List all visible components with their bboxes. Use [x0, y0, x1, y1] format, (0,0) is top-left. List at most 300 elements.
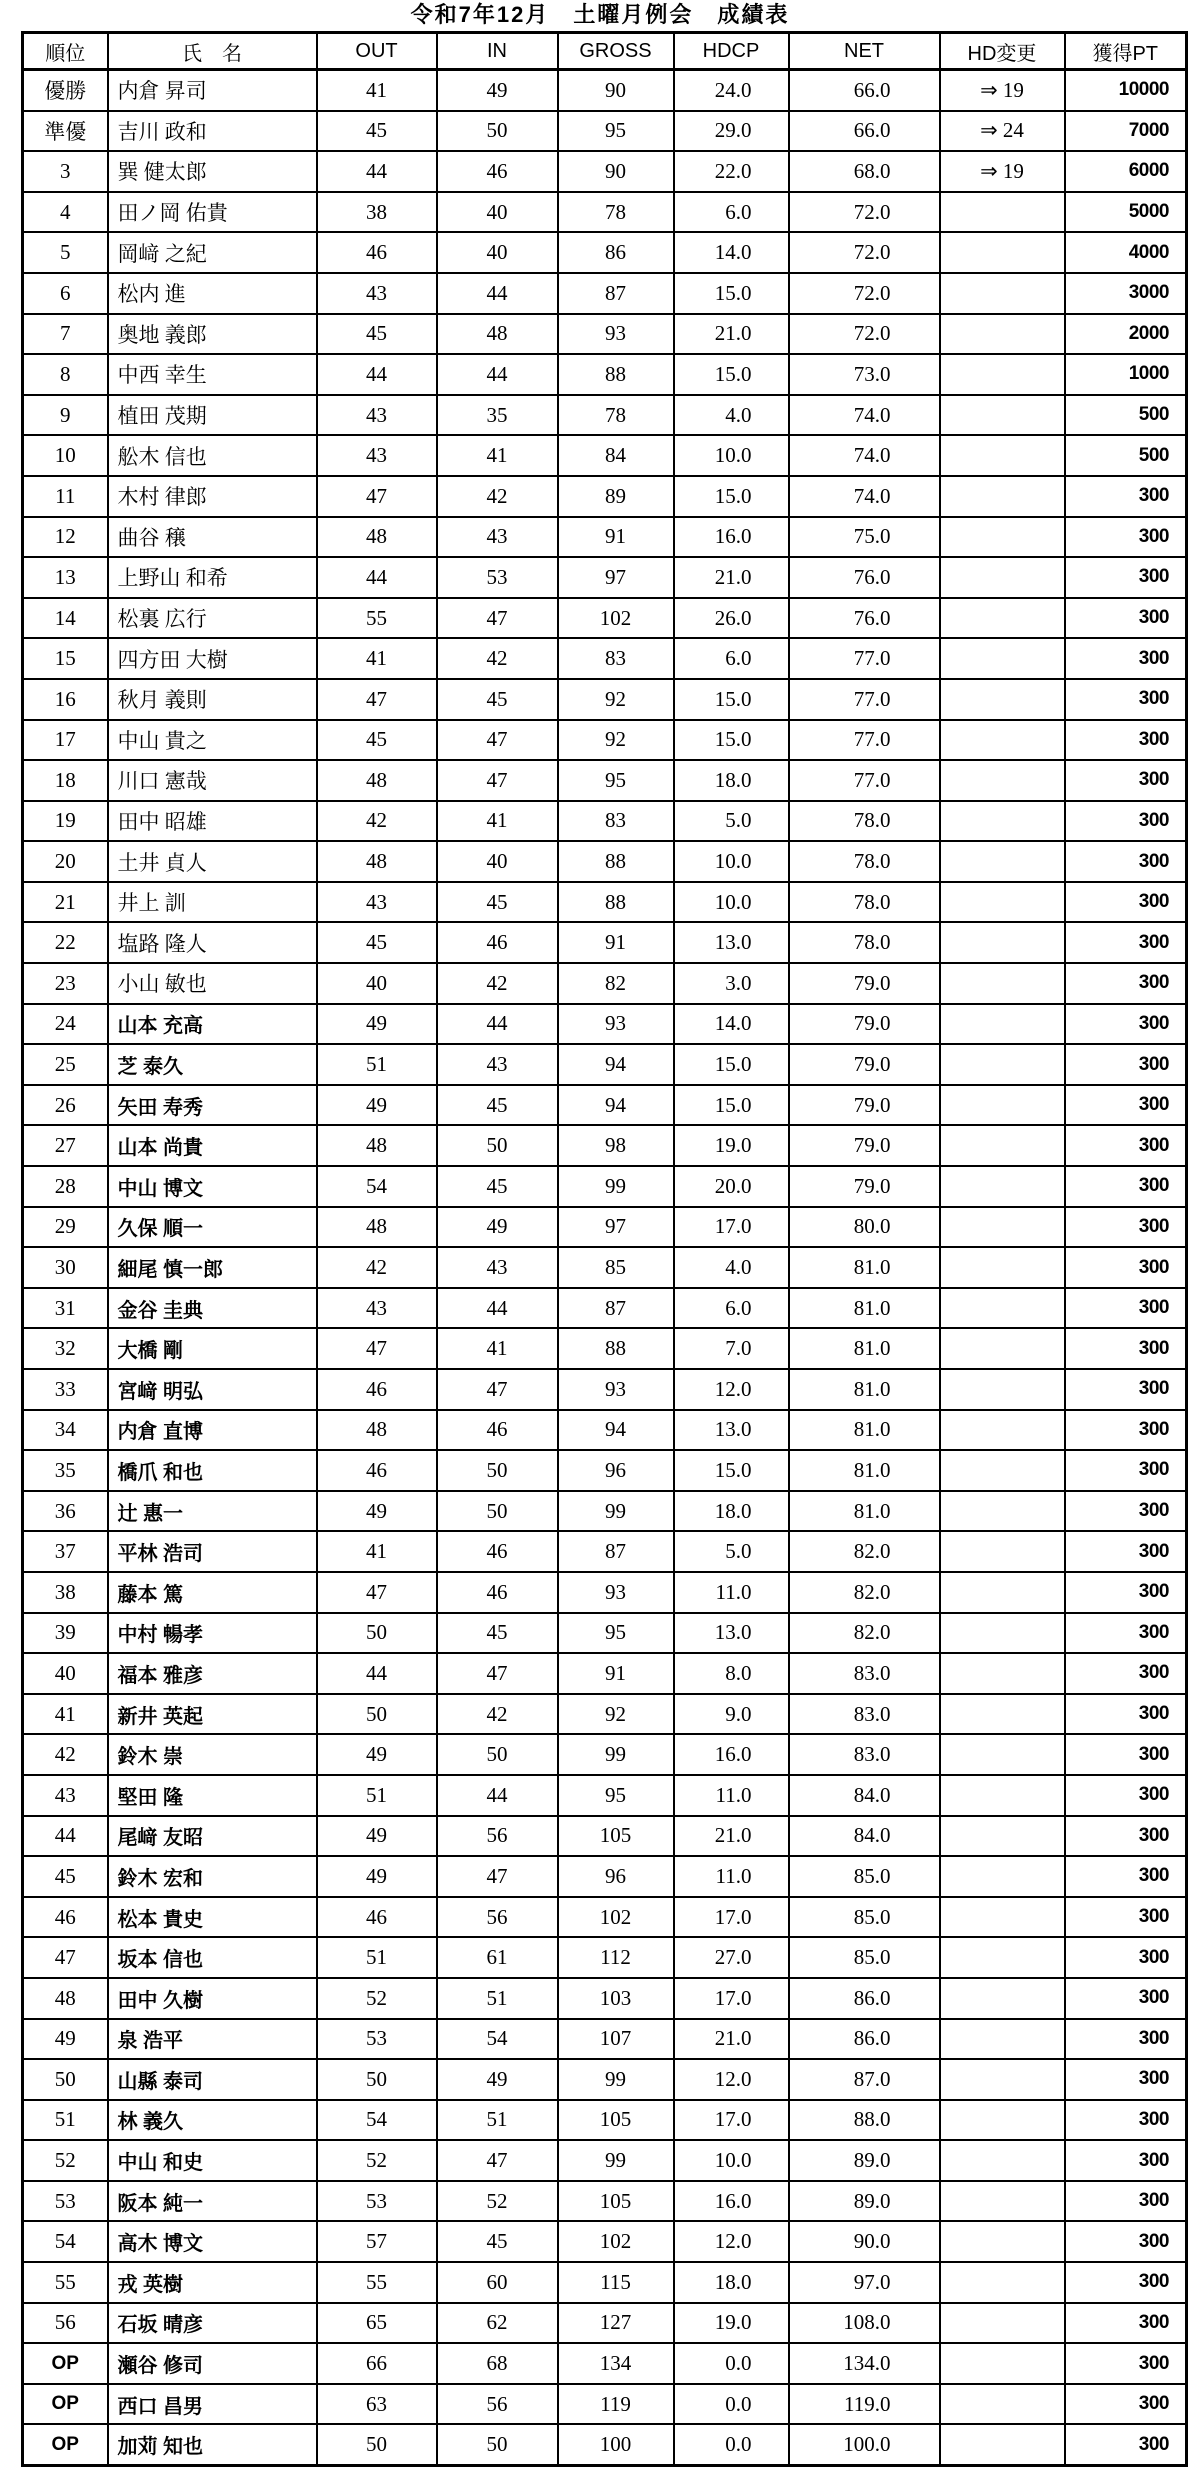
rank-cell: 18	[23, 760, 108, 801]
column-header-net: NET	[789, 33, 940, 70]
net-cell: 72.0	[789, 192, 940, 233]
hdcp-cell: 22.0	[674, 151, 789, 192]
points-cell: 300	[1065, 1125, 1187, 1166]
name-cell: 四方田 大樹	[108, 638, 317, 679]
gross-cell: 91	[558, 1653, 674, 1694]
out-cell: 43	[317, 882, 437, 923]
net-cell: 89.0	[789, 2181, 940, 2222]
points-cell: 300	[1065, 922, 1187, 963]
gross-cell: 93	[558, 314, 674, 355]
table-row	[23, 1694, 1187, 1735]
rank-cell: 40	[23, 1653, 108, 1694]
table-row	[23, 2100, 1187, 2141]
rank-cell: 7	[23, 314, 108, 355]
name-cell: 加苅 知也	[108, 2424, 317, 2465]
net-cell: 79.0	[789, 963, 940, 1004]
hdcp-cell: 17.0	[674, 1897, 789, 1938]
table-row	[23, 1613, 1187, 1654]
table-row	[23, 273, 1187, 314]
gross-cell: 82	[558, 963, 674, 1004]
gross-cell: 78	[558, 395, 674, 436]
name-cell: 内倉 直博	[108, 1410, 317, 1451]
name-cell: 泉 浩平	[108, 2019, 317, 2060]
out-cell: 45	[317, 922, 437, 963]
points-cell: 300	[1065, 679, 1187, 720]
in-cell: 49	[437, 2059, 558, 2100]
table-row	[23, 2181, 1187, 2222]
name-cell: 西口 昌男	[108, 2384, 317, 2425]
hdcp-cell: 18.0	[674, 1491, 789, 1532]
table-row	[23, 111, 1187, 152]
out-cell: 54	[317, 1166, 437, 1207]
in-cell: 68	[437, 2343, 558, 2384]
gross-cell: 99	[558, 1166, 674, 1207]
rank-cell: 52	[23, 2140, 108, 2181]
points-cell: 5000	[1065, 192, 1187, 233]
name-cell: 吉川 政和	[108, 111, 317, 152]
rank-cell: 30	[23, 1247, 108, 1288]
points-cell: 300	[1065, 638, 1187, 679]
hd-change-cell	[940, 1856, 1065, 1897]
hd-change-cell	[940, 801, 1065, 842]
out-cell: 44	[317, 354, 437, 395]
in-cell: 47	[437, 1856, 558, 1897]
hdcp-cell: 15.0	[674, 354, 789, 395]
in-cell: 61	[437, 1937, 558, 1978]
gross-cell: 99	[558, 2140, 674, 2181]
table-row	[23, 557, 1187, 598]
in-cell: 45	[437, 1166, 558, 1207]
gross-cell: 87	[558, 1531, 674, 1572]
net-cell: 83.0	[789, 1653, 940, 1694]
hdcp-cell: 26.0	[674, 598, 789, 639]
in-cell: 47	[437, 1653, 558, 1694]
table-row	[23, 1775, 1187, 1816]
in-cell: 47	[437, 598, 558, 639]
points-cell: 300	[1065, 2221, 1187, 2262]
out-cell: 47	[317, 1328, 437, 1369]
in-cell: 50	[437, 111, 558, 152]
gross-cell: 93	[558, 1369, 674, 1410]
name-cell: 尾﨑 友昭	[108, 1816, 317, 1857]
in-cell: 56	[437, 1897, 558, 1938]
hd-change-cell	[940, 2424, 1065, 2465]
points-cell: 300	[1065, 1734, 1187, 1775]
out-cell: 57	[317, 2221, 437, 2262]
hdcp-cell: 15.0	[674, 1044, 789, 1085]
name-cell: 戎 英樹	[108, 2262, 317, 2303]
gross-cell: 96	[558, 1856, 674, 1897]
out-cell: 47	[317, 679, 437, 720]
net-cell: 82.0	[789, 1572, 940, 1613]
points-cell: 500	[1065, 395, 1187, 436]
in-cell: 50	[437, 1734, 558, 1775]
in-cell: 45	[437, 679, 558, 720]
table-row	[23, 1328, 1187, 1369]
hd-change-cell	[940, 1328, 1065, 1369]
rank-cell: 37	[23, 1531, 108, 1572]
name-cell: 新井 英起	[108, 1694, 317, 1735]
points-cell: 300	[1065, 1937, 1187, 1978]
hd-change-cell	[940, 882, 1065, 923]
points-cell: 300	[1065, 1572, 1187, 1613]
gross-cell: 83	[558, 638, 674, 679]
hd-change-cell	[940, 1816, 1065, 1857]
in-cell: 52	[437, 2181, 558, 2222]
name-cell: 中山 貴之	[108, 720, 317, 761]
hdcp-cell: 15.0	[674, 720, 789, 761]
out-cell: 46	[317, 1369, 437, 1410]
out-cell: 50	[317, 1613, 437, 1654]
in-cell: 44	[437, 273, 558, 314]
in-cell: 43	[437, 517, 558, 558]
in-cell: 45	[437, 2221, 558, 2262]
table-row	[23, 2221, 1187, 2262]
gross-cell: 95	[558, 1613, 674, 1654]
in-cell: 42	[437, 1694, 558, 1735]
table-row	[23, 395, 1187, 436]
column-header-name: 氏 名	[108, 33, 317, 70]
in-cell: 44	[437, 354, 558, 395]
table-row	[23, 679, 1187, 720]
table-row	[23, 1044, 1187, 1085]
table-row	[23, 1937, 1187, 1978]
hd-change-cell	[940, 922, 1065, 963]
net-cell: 84.0	[789, 1775, 940, 1816]
gross-cell: 93	[558, 1004, 674, 1045]
gross-cell: 84	[558, 435, 674, 476]
net-cell: 79.0	[789, 1166, 940, 1207]
hdcp-cell: 13.0	[674, 1410, 789, 1451]
rank-cell: 21	[23, 882, 108, 923]
net-cell: 72.0	[789, 273, 940, 314]
in-cell: 40	[437, 841, 558, 882]
hdcp-cell: 10.0	[674, 435, 789, 476]
points-cell: 300	[1065, 1694, 1187, 1735]
in-cell: 46	[437, 922, 558, 963]
table-row	[23, 1125, 1187, 1166]
hdcp-cell: 21.0	[674, 314, 789, 355]
points-cell: 7000	[1065, 111, 1187, 152]
rank-cell: 12	[23, 517, 108, 558]
net-cell: 78.0	[789, 841, 940, 882]
in-cell: 48	[437, 314, 558, 355]
name-cell: 石坂 晴彦	[108, 2303, 317, 2344]
hdcp-cell: 14.0	[674, 1004, 789, 1045]
hd-change-cell	[940, 2221, 1065, 2262]
out-cell: 47	[317, 1572, 437, 1613]
name-cell: 中西 幸生	[108, 354, 317, 395]
points-cell: 300	[1065, 2059, 1187, 2100]
points-cell: 300	[1065, 882, 1187, 923]
name-cell: 木村 律郎	[108, 476, 317, 517]
table-row	[23, 1816, 1187, 1857]
net-cell: 72.0	[789, 314, 940, 355]
rank-cell: 53	[23, 2181, 108, 2222]
net-cell: 79.0	[789, 1044, 940, 1085]
points-cell: 300	[1065, 1775, 1187, 1816]
rank-cell: 5	[23, 232, 108, 273]
table-row	[23, 2019, 1187, 2060]
points-cell: 300	[1065, 963, 1187, 1004]
gross-cell: 112	[558, 1937, 674, 1978]
net-cell: 75.0	[789, 517, 940, 558]
net-cell: 77.0	[789, 679, 940, 720]
points-cell: 300	[1065, 2424, 1187, 2465]
hd-change-cell	[940, 1207, 1065, 1248]
hdcp-cell: 15.0	[674, 1450, 789, 1491]
in-cell: 47	[437, 2140, 558, 2181]
rank-cell: 46	[23, 1897, 108, 1938]
net-cell: 79.0	[789, 1125, 940, 1166]
points-cell: 2000	[1065, 314, 1187, 355]
name-cell: 中山 和史	[108, 2140, 317, 2181]
table-row	[23, 1369, 1187, 1410]
name-cell: 坂本 信也	[108, 1937, 317, 1978]
points-cell: 300	[1065, 1207, 1187, 1248]
hd-change-cell	[940, 598, 1065, 639]
net-cell: 81.0	[789, 1328, 940, 1369]
points-cell: 300	[1065, 2140, 1187, 2181]
table-row	[23, 2140, 1187, 2181]
points-cell: 10000	[1065, 70, 1187, 111]
hd-change-cell	[940, 1613, 1065, 1654]
name-cell: 秋月 義則	[108, 679, 317, 720]
hd-change-cell	[940, 1653, 1065, 1694]
points-cell: 300	[1065, 1531, 1187, 1572]
hdcp-cell: 0.0	[674, 2424, 789, 2465]
points-cell: 300	[1065, 2384, 1187, 2425]
hdcp-cell: 16.0	[674, 2181, 789, 2222]
hdcp-cell: 17.0	[674, 1978, 789, 2019]
net-cell: 66.0	[789, 111, 940, 152]
in-cell: 56	[437, 1816, 558, 1857]
points-cell: 300	[1065, 1450, 1187, 1491]
hd-change-cell	[940, 1897, 1065, 1938]
hd-change-cell	[940, 1166, 1065, 1207]
rank-cell: 準優	[23, 111, 108, 152]
in-cell: 50	[437, 1491, 558, 1532]
gross-cell: 88	[558, 841, 674, 882]
name-cell: 芝 泰久	[108, 1044, 317, 1085]
net-cell: 77.0	[789, 638, 940, 679]
rank-cell: 55	[23, 2262, 108, 2303]
points-cell: 1000	[1065, 354, 1187, 395]
net-cell: 81.0	[789, 1247, 940, 1288]
gross-cell: 100	[558, 2424, 674, 2465]
hdcp-cell: 11.0	[674, 1856, 789, 1897]
net-cell: 68.0	[789, 151, 940, 192]
table-row	[23, 476, 1187, 517]
points-cell: 300	[1065, 841, 1187, 882]
table-row	[23, 70, 1187, 111]
points-cell: 300	[1065, 801, 1187, 842]
hd-change-cell	[940, 1734, 1065, 1775]
hdcp-cell: 17.0	[674, 1207, 789, 1248]
gross-cell: 99	[558, 1734, 674, 1775]
hd-change-cell	[940, 314, 1065, 355]
out-cell: 48	[317, 1207, 437, 1248]
table-row	[23, 517, 1187, 558]
rank-cell: 19	[23, 801, 108, 842]
in-cell: 50	[437, 2424, 558, 2465]
name-cell: 曲谷 穣	[108, 517, 317, 558]
rank-cell: 29	[23, 1207, 108, 1248]
net-cell: 83.0	[789, 1734, 940, 1775]
hd-change-cell	[940, 1369, 1065, 1410]
in-cell: 44	[437, 1775, 558, 1816]
table-row	[23, 638, 1187, 679]
table-row	[23, 2303, 1187, 2344]
table-row	[23, 1653, 1187, 1694]
hd-change-cell	[940, 2181, 1065, 2222]
hdcp-cell: 6.0	[674, 638, 789, 679]
net-cell: 79.0	[789, 1085, 940, 1126]
hd-change-cell	[940, 354, 1065, 395]
in-cell: 47	[437, 720, 558, 761]
points-cell: 300	[1065, 1328, 1187, 1369]
gross-cell: 87	[558, 273, 674, 314]
in-cell: 46	[437, 151, 558, 192]
out-cell: 48	[317, 841, 437, 882]
in-cell: 43	[437, 1247, 558, 1288]
in-cell: 41	[437, 1328, 558, 1369]
hdcp-cell: 12.0	[674, 2221, 789, 2262]
points-cell: 300	[1065, 1288, 1187, 1329]
rank-cell: 9	[23, 395, 108, 436]
name-cell: 福本 雅彦	[108, 1653, 317, 1694]
points-cell: 300	[1065, 2343, 1187, 2384]
column-header-out: OUT	[317, 33, 437, 70]
out-cell: 43	[317, 1288, 437, 1329]
points-cell: 300	[1065, 2303, 1187, 2344]
rank-cell: 22	[23, 922, 108, 963]
in-cell: 42	[437, 476, 558, 517]
out-cell: 65	[317, 2303, 437, 2344]
out-cell: 43	[317, 273, 437, 314]
gross-cell: 90	[558, 151, 674, 192]
net-cell: 78.0	[789, 801, 940, 842]
net-cell: 77.0	[789, 760, 940, 801]
hd-change-cell	[940, 2059, 1065, 2100]
rank-cell: 54	[23, 2221, 108, 2262]
name-cell: 上野山 和希	[108, 557, 317, 598]
name-cell: 大橋 剛	[108, 1328, 317, 1369]
name-cell: 中村 暢孝	[108, 1613, 317, 1654]
rank-cell: OP	[23, 2424, 108, 2465]
out-cell: 52	[317, 2140, 437, 2181]
in-cell: 40	[437, 232, 558, 273]
table-row	[23, 841, 1187, 882]
hd-change-cell	[940, 517, 1065, 558]
column-header-hdcp: HDCP	[674, 33, 789, 70]
hdcp-cell: 12.0	[674, 2059, 789, 2100]
out-cell: 40	[317, 963, 437, 1004]
in-cell: 47	[437, 1369, 558, 1410]
column-header-in: IN	[437, 33, 558, 70]
rank-cell: 34	[23, 1410, 108, 1451]
gross-cell: 102	[558, 598, 674, 639]
hd-change-cell	[940, 192, 1065, 233]
in-cell: 35	[437, 395, 558, 436]
gross-cell: 78	[558, 192, 674, 233]
rank-cell: 14	[23, 598, 108, 639]
hd-change-cell	[940, 2303, 1065, 2344]
gross-cell: 95	[558, 760, 674, 801]
hd-change-cell: ⇒ 19	[940, 70, 1065, 111]
net-cell: 84.0	[789, 1816, 940, 1857]
in-cell: 44	[437, 1004, 558, 1045]
name-cell: 土井 貞人	[108, 841, 317, 882]
gross-cell: 94	[558, 1044, 674, 1085]
hd-change-cell	[940, 1491, 1065, 1532]
rank-cell: 45	[23, 1856, 108, 1897]
net-cell: 108.0	[789, 2303, 940, 2344]
hd-change-cell	[940, 1775, 1065, 1816]
out-cell: 44	[317, 557, 437, 598]
results-table	[21, 31, 1188, 2467]
hdcp-cell: 21.0	[674, 557, 789, 598]
hdcp-cell: 15.0	[674, 273, 789, 314]
hdcp-cell: 24.0	[674, 70, 789, 111]
in-cell: 43	[437, 1044, 558, 1085]
in-cell: 45	[437, 882, 558, 923]
out-cell: 52	[317, 1978, 437, 2019]
name-cell: 鈴木 宏和	[108, 1856, 317, 1897]
rank-cell: 優勝	[23, 70, 108, 111]
table-row	[23, 192, 1187, 233]
table-row	[23, 801, 1187, 842]
table-row	[23, 2384, 1187, 2425]
table-row	[23, 1207, 1187, 1248]
out-cell: 49	[317, 1004, 437, 1045]
gross-cell: 105	[558, 2100, 674, 2141]
net-cell: 100.0	[789, 2424, 940, 2465]
page-title: 令和7年12月 土曜月例会 成績表	[410, 2, 790, 27]
hdcp-cell: 21.0	[674, 1816, 789, 1857]
hd-change-cell	[940, 2384, 1065, 2425]
out-cell: 41	[317, 1531, 437, 1572]
table-header	[23, 33, 1187, 70]
table-row	[23, 1450, 1187, 1491]
table-row	[23, 232, 1187, 273]
out-cell: 48	[317, 1410, 437, 1451]
out-cell: 38	[317, 192, 437, 233]
in-cell: 42	[437, 963, 558, 1004]
out-cell: 53	[317, 2019, 437, 2060]
points-cell: 300	[1065, 1856, 1187, 1897]
hd-change-cell	[940, 1978, 1065, 2019]
out-cell: 49	[317, 1734, 437, 1775]
net-cell: 66.0	[789, 70, 940, 111]
rank-cell: 38	[23, 1572, 108, 1613]
gross-cell: 85	[558, 1247, 674, 1288]
gross-cell: 107	[558, 2019, 674, 2060]
hd-change-cell	[940, 1085, 1065, 1126]
net-cell: 80.0	[789, 1207, 940, 1248]
hd-change-cell	[940, 1937, 1065, 1978]
rank-cell: 20	[23, 841, 108, 882]
points-cell: 300	[1065, 1978, 1187, 2019]
name-cell: 平林 浩司	[108, 1531, 317, 1572]
table-row	[23, 1247, 1187, 1288]
gross-cell: 95	[558, 111, 674, 152]
table-row	[23, 1978, 1187, 2019]
gross-cell: 88	[558, 1328, 674, 1369]
net-cell: 74.0	[789, 395, 940, 436]
rank-cell: 39	[23, 1613, 108, 1654]
name-cell: 松本 貴史	[108, 1897, 317, 1938]
